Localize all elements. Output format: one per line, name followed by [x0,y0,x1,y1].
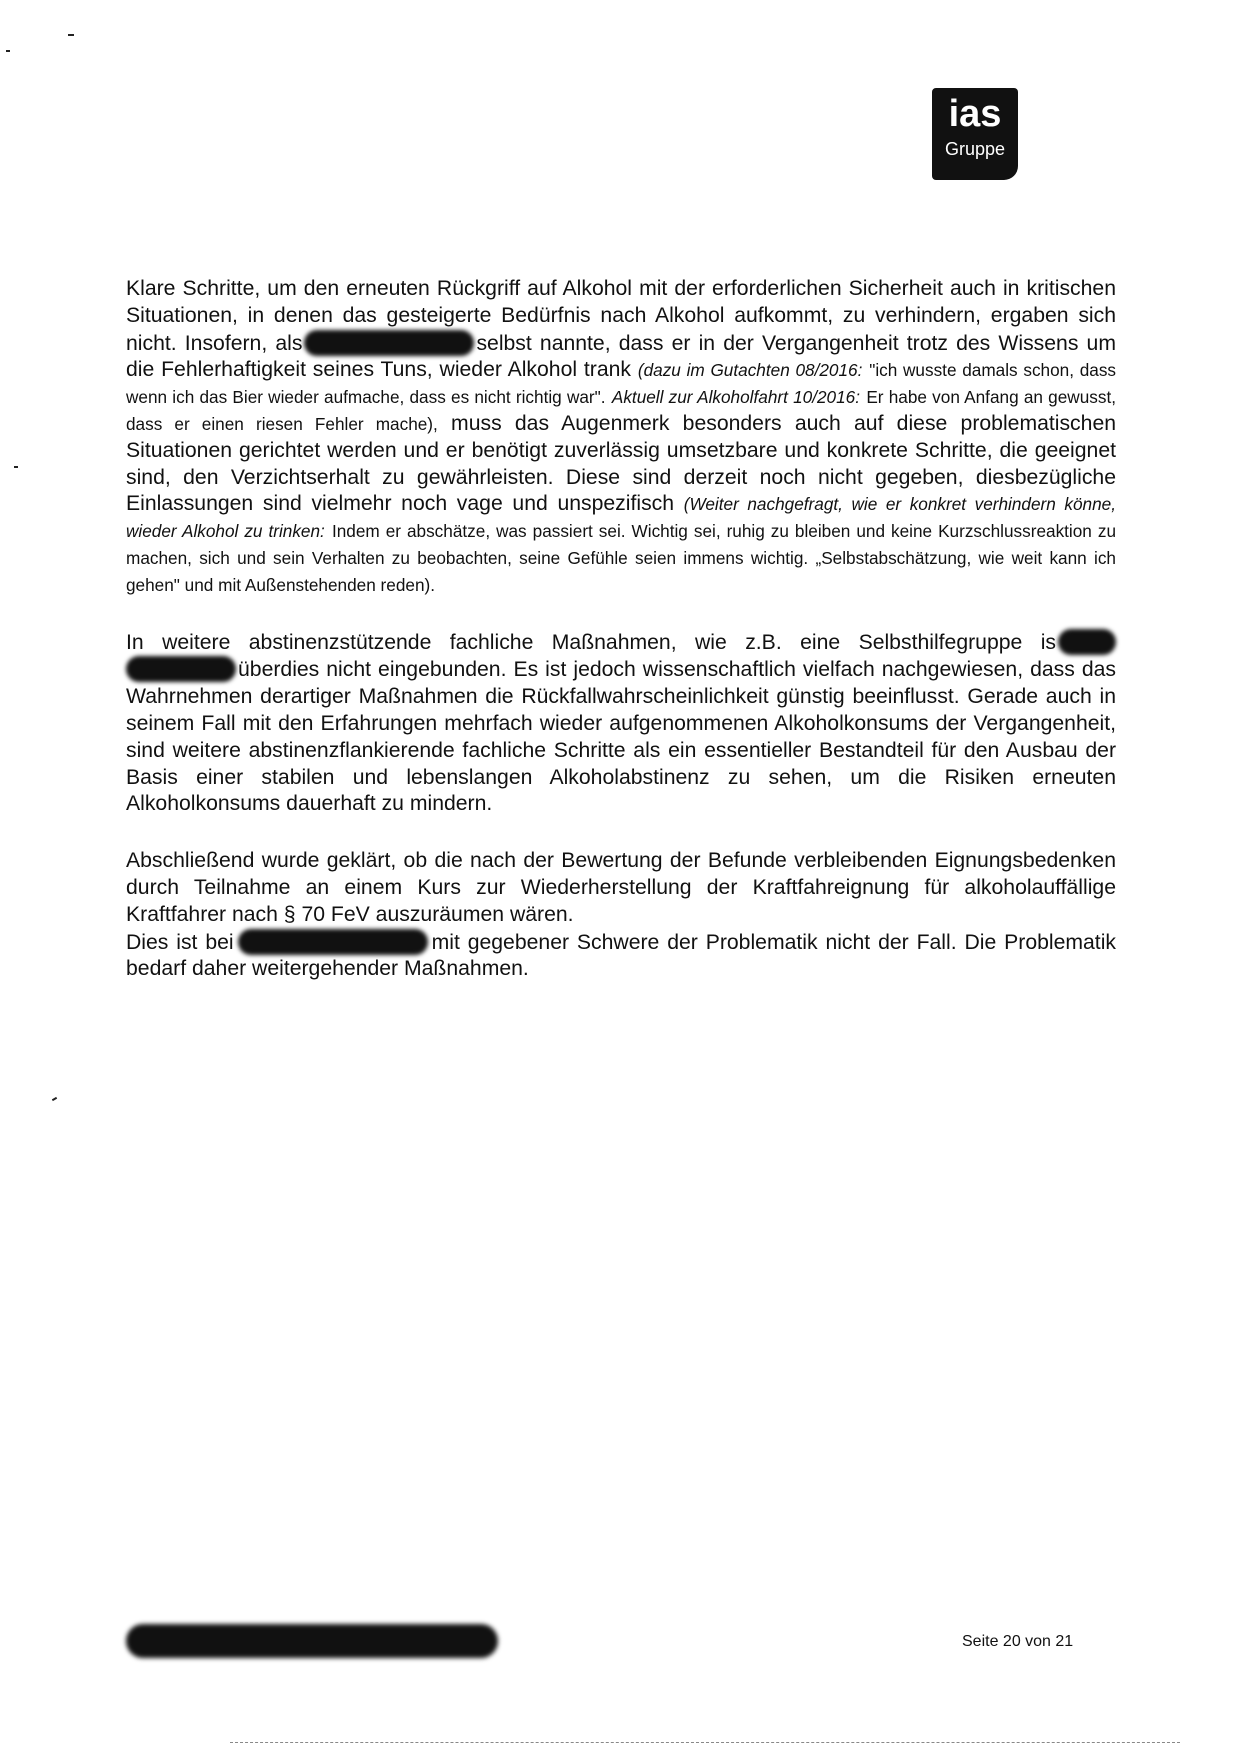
scan-edge-line [230,1742,1180,1743]
redaction-mark [126,656,236,682]
logo-sub-text: Gruppe [944,139,1006,159]
redaction-mark [238,929,428,955]
footer-redaction-mark [126,1624,498,1658]
quote-text: Indem er abschätze, was passiert sei. Wichtig sei, ruhig zu bleiben und keine Kurzschlussreaktion zu machen, sich und sein Verhalten zu beobachten, seine Gefühle seien immens wichtig. „Selbstabschätzung, wie weit kann ich gehen" und mit Außenstehenden reden). [126,521,1117,595]
document-body [126,276,1116,1013]
company-logo [932,88,1018,180]
paragraph-1-text-3: muss das Augenmerk besonders auch auf diese problematischen Situationen gerichtet werden und er benötigt zuverlässig umsetzbare und konkrete Schritte, die geeignet sind, den Verzichtserhalt zu gewährleisten. Diese sind derzeit noch nicht gegeben, diesbezügliche Einlassungen sind vielmehr noch vage und unspezifisch [126,411,1117,516]
redaction-mark [1058,629,1116,655]
page-number: Seite 20 von 21 [962,1633,1074,1650]
quote-intro: (dazu im Gutachten 08/2016: [637,360,863,381]
scan-mark [14,466,18,468]
quote-text: Er habe von Anfang an gewusst, dass er einen riesen Fehler mache), [126,387,1116,434]
redaction-mark [304,330,474,356]
paragraph-3-text-3: mit gegebener Schwere der Problematik nicht der Fall. Die Problematik bedarf daher weitergehender Maßnahmen. [126,930,1116,981]
paragraph-1-text-2: selbst nannte, dass er in der Vergangenheit trotz des Wissens um die Fehlerhaftigkeit seines Tuns, wieder Alkohol trank [126,331,1116,382]
quote-intro: (Weiter nachgefragt, wie er konkret verhindern könne, wieder Alkohol zu trinken: [126,494,1117,542]
scan-mark [68,34,74,36]
quote-text: "ich wusste damals schon, dass wenn ich das Bier wieder aufmache, dass es nicht richtig war". [126,360,1117,408]
quote-intro: Aktuell zur Alkoholfahrt 10/2016: [611,387,860,408]
paragraph-2-text-2: überdies nicht eingebunden. Es ist jedoch wissenschaftlich vielfach nachgewiesen, dass das Wahrnehmen derartiger Maßnahmen die Rückfallwahrscheinlichkeit günstig beeinflusst. Gerade auch in seinem Fall mit den Erfahrungen mehrfach wieder aufgenommenen Alkoholkonsums der Vergangenheit, sind weitere abstinenzflankierende fachliche Schritte als ein essentieller Bestandteil für den Ausbau der Basis einer stabilen und lebenslangen Alkoholabstinenz zu sehen, um die Risiken erneuten Alkoholkonsums dauerhaft zu mindern. [126,658,1116,816]
paragraph-1 [126,276,1116,599]
paragraph-3 [126,848,1116,983]
scan-mark [52,1097,57,1101]
paragraph-3-text-1: Abschließend wurde geklärt, ob die nach der Bewertung der Befunde verbleibenden Eignungsbedenken durch Teilnahme an einem Kurs zur Wiederherstellung der Kraftfahreignung für alkoholauffällige Kraftfahrer nach § 70 FeV auszuräumen wären. [126,849,1116,926]
logo-main-text: ias [948,93,1002,135]
scan-mark [6,50,10,52]
paragraph-1-text-1: Klare Schritte, um den erneuten Rückgriff auf Alkohol mit der erforderlichen Sicherheit auch in kritischen Situationen, in denen das gesteigerte Bedürfnis nach Alkohol aufkommt, zu verhindern, ergaben sich nicht. Insofern, als [126,277,1116,355]
paragraph-2-text-1: In weitere abstinenzstützende fachliche Maßnahmen, wie z.B. eine Selbsthilfegruppe is [126,630,1056,654]
paragraph-2 [126,629,1116,819]
paragraph-3-text-2: Dies ist bei [126,930,234,954]
